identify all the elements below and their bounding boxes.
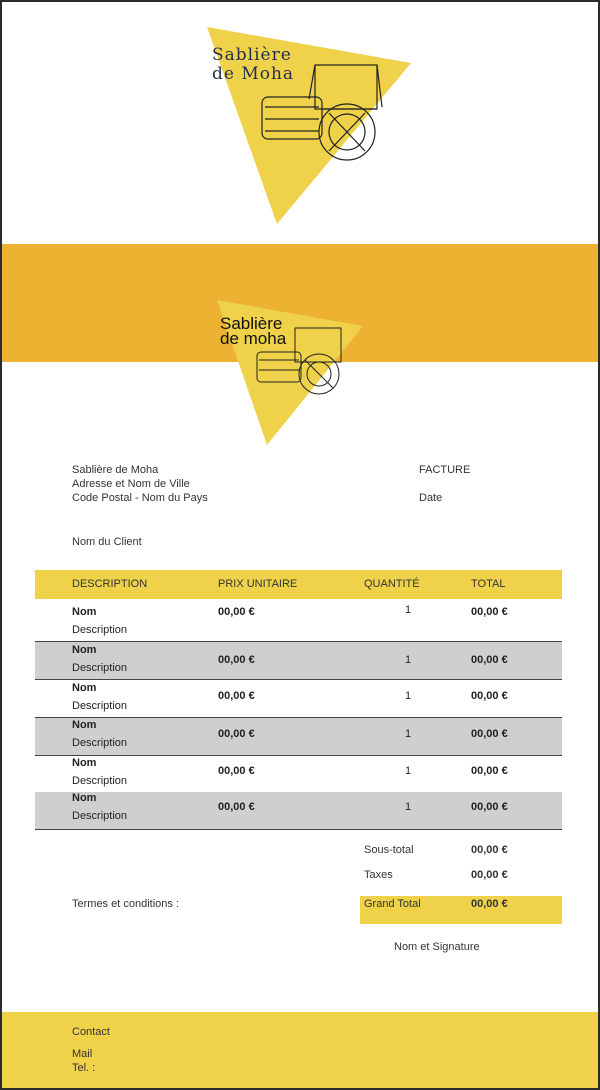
- client-name-label: Nom du Client: [72, 536, 142, 548]
- tax-value: 00,00 €: [471, 869, 508, 881]
- row-quantity: 1: [405, 690, 412, 702]
- header-total: TOTAL: [471, 578, 506, 590]
- header-unit-price: PRIX UNITAIRE: [218, 578, 298, 590]
- header-description: DESCRIPTION: [72, 578, 148, 590]
- row-description: Description: [72, 810, 128, 822]
- row-total: 00,00 €: [471, 728, 508, 740]
- row-quantity: 1: [405, 801, 412, 813]
- row-quantity: 1: [405, 604, 412, 616]
- footer-tel: Tel. :: [72, 1062, 96, 1074]
- row-description: Description: [72, 775, 128, 787]
- row-total: 00,00 €: [471, 765, 508, 777]
- row-price: 00,00 €: [218, 606, 255, 618]
- top-logo-line2: de Moha: [212, 64, 295, 84]
- tax-label: Taxes: [364, 869, 393, 881]
- grand-total-value: 00,00 €: [471, 898, 508, 910]
- signature-label: Nom et Signature: [394, 941, 480, 953]
- row-price: 00,00 €: [218, 801, 255, 813]
- row-name: Nom: [72, 792, 97, 804]
- invoice-title: FACTURE: [419, 464, 471, 476]
- row-name: Nom: [72, 644, 97, 656]
- row-description: Description: [72, 624, 128, 636]
- table-row: [35, 599, 562, 642]
- row-total: 00,00 €: [471, 654, 508, 666]
- company-postal: Code Postal - Nom du Pays: [72, 492, 208, 504]
- footer-mail: Mail: [72, 1048, 93, 1060]
- row-description: Description: [72, 700, 128, 712]
- band-logo-line1: Sablière: [220, 314, 283, 333]
- company-address: Adresse et Nom de Ville: [72, 478, 190, 490]
- row-name: Nom: [72, 682, 97, 694]
- row-description: Description: [72, 662, 128, 674]
- row-name: Nom: [72, 757, 97, 769]
- row-price: 00,00 €: [218, 654, 255, 666]
- table-row: [35, 718, 562, 756]
- row-total: 00,00 €: [471, 606, 508, 618]
- table-row: [35, 755, 562, 793]
- invoice-date-label: Date: [419, 492, 443, 504]
- terms-label: Termes et conditions :: [72, 898, 179, 910]
- row-description: Description: [72, 737, 128, 749]
- footer-contact: Contact: [72, 1026, 110, 1038]
- table-row: [35, 642, 562, 680]
- band-logo-line2: de moha: [220, 329, 287, 348]
- row-name: Nom: [72, 719, 97, 731]
- subtotal-label: Sous-total: [364, 844, 414, 856]
- row-quantity: 1: [405, 765, 412, 777]
- row-name: Nom: [72, 606, 97, 618]
- row-total: 00,00 €: [471, 801, 508, 813]
- row-price: 00,00 €: [218, 765, 255, 777]
- row-price: 00,00 €: [218, 690, 255, 702]
- table-row: [35, 680, 562, 718]
- top-logo-line1: Sablière: [212, 45, 292, 65]
- company-name: Sablière de Moha: [72, 464, 159, 476]
- table-row: [35, 792, 562, 830]
- row-quantity: 1: [405, 728, 412, 740]
- table-header: [35, 570, 562, 599]
- header-quantity: QUANTITÉ: [364, 578, 420, 590]
- grand-total-label: Grand Total: [364, 898, 421, 910]
- row-price: 00,00 €: [218, 728, 255, 740]
- row-quantity: 1: [405, 654, 412, 666]
- subtotal-value: 00,00 €: [471, 844, 508, 856]
- footer: [2, 1012, 598, 1088]
- row-total: 00,00 €: [471, 690, 508, 702]
